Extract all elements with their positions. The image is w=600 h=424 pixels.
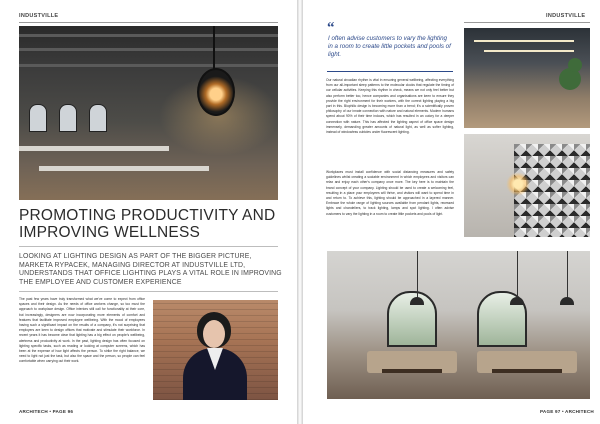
canteen-photo bbox=[327, 251, 590, 399]
quote-mark-icon: “ bbox=[327, 20, 335, 36]
body-column-right-2: Workplaces must install confidence with social distancing measures and safety guidelines whilst creating a sociable environment in which employees and visitors can relax and enjoy each other's company once more. The key here is to maintain the brand concept of your company. Lighting should be used to create a welcoming feel, resulting in a place your employees will thrive, and visitors will want to spend time in and return to. To achieve this, lighting should be approached in a layered manner. Embrace the whole range of lighting sources available from pendant lights, recessed lights and chandeliers, to track lighting, lamps and spot lighting. I often advise customers to vary the lighting in a room to create little pockets and pools of light. bbox=[326, 170, 454, 216]
lounge-photo bbox=[464, 28, 590, 128]
pull-quote-rule bbox=[327, 71, 453, 72]
section-tag: INDUSTVILLE bbox=[19, 13, 59, 19]
article-standfirst: LOOKING AT LIGHTING DESIGN AS PART OF THE BIGGER PICTURE, MARKETA RYPACEK, MANAGING DIRECTOR AT INDUSTVILLE LTD, UNDERSTANDS THAT OFFICE LIGHTING PLAYS A VITAL ROLE IN IMPROVING THE EMPLOYEE AND CUSTOMER EXPERIENCE bbox=[19, 253, 282, 286]
tiled-wall-photo bbox=[464, 134, 590, 237]
section-tag-right: INDUSTVILLE bbox=[546, 13, 586, 19]
standfirst-rule bbox=[19, 291, 278, 292]
body-column-right-1: Our natural circadian rhythm is vital in ensuring general wellbeing, affecting everything from our all-important sleep patterns to the molecular clocks that regulate the timing of our cellular activities. Keeping this rhythm in check, means we not only feel better but also perform better too, hence companies and organisations are keen to ensure they provide the right environment for their workers, with the correct lighting playing a big part in this. Biophilic design is becoming more than a trend; it's a scientifically proven philosophy of our innate connection with nature and natural elements. Modern humans spend about 90% of their time indoors, which has resulted in an outcry for a deeper connection with nature. This has affected the lighting aspect of office space design immensely, demanding greater amounts of natural light, as well as softer lighting, instead of windowless cubicles under fluorescent lighting. bbox=[326, 78, 454, 135]
header-rule bbox=[19, 22, 278, 23]
right-page bbox=[303, 0, 600, 424]
article-headline: PROMOTING PRODUCTIVITY AND IMPROVING WELLNESS bbox=[19, 207, 276, 241]
left-page bbox=[0, 0, 297, 424]
body-column-left: The past few years have truly transformed what we've come to expect from office spaces and their design. As the needs of office workers change, so too must the approach to workplace design. Office interiors still call for functionality at their core, but increasingly, designers are now incorporating more elements of comfort and features that facilitate improved employee wellbeing. With the mood of employees having such a significant impact on the results of a company, it's not surprising that employers are keen to design offices that motivate and stimulate their workforce. In recent years it has become clear that lighting has a big effect on people's wellbeing, alertness and productivity at work. In the past, lighting design has often focused on lighting specific tasks, such as reading or looking at computer screens, which has been at the expense of how light affects the person. To strike the right balance, we need to light not just the task, but also the space and the person, so people can feel comfortable when carrying out their work. bbox=[19, 297, 145, 364]
portrait-photo bbox=[153, 300, 278, 400]
pull-quote: I often advise customers to vary the lighting in a room to create little pockets and pools of light. bbox=[328, 35, 451, 58]
pendant-lamp-icon bbox=[197, 68, 235, 116]
folio-right: PAGE 97 • ARCHITECH bbox=[540, 409, 594, 414]
folio-left: ARCHITECH • PAGE 96 bbox=[19, 409, 74, 414]
header-rule-right bbox=[464, 22, 590, 23]
headline-rule bbox=[19, 246, 278, 247]
office-interior-photo bbox=[19, 26, 278, 200]
wall-light-icon bbox=[506, 172, 530, 196]
